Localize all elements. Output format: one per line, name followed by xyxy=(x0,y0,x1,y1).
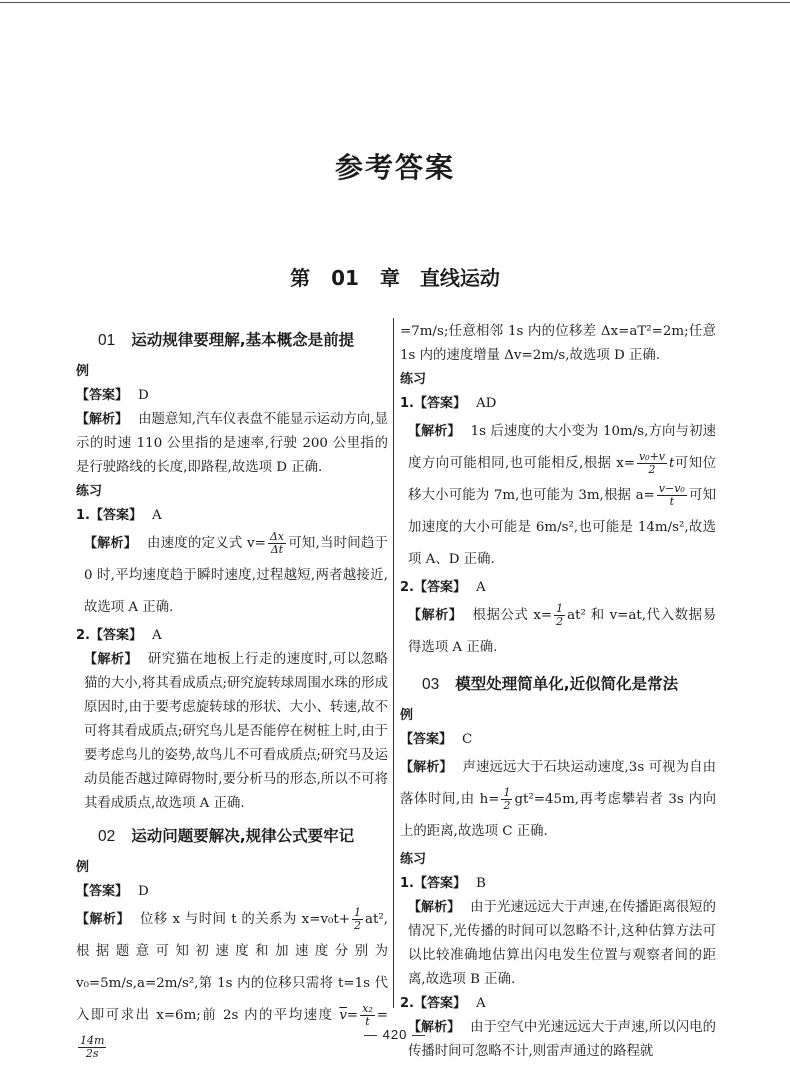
analysis-label: 【解析】 xyxy=(84,536,138,551)
practice-analysis xyxy=(400,416,716,576)
fraction-numerator: 1 xyxy=(503,786,511,799)
question-number: 2. xyxy=(76,628,90,643)
analysis-label: 【解析】 xyxy=(76,412,129,427)
section-number: 03 xyxy=(422,676,440,693)
analysis-text: 由速度的定义式 v= xyxy=(147,536,266,551)
practice-answer xyxy=(400,576,716,600)
fraction-denominator: 2s xyxy=(85,1047,99,1060)
analysis-text: 根据公式 x= xyxy=(472,608,553,623)
page-number: — 420 — xyxy=(364,1027,426,1042)
example-analysis xyxy=(400,752,716,848)
analysis-label: 【解析】 xyxy=(76,912,130,927)
analysis-text: 位移 x 与时间 t 的关系为 x=v₀t+ xyxy=(140,912,350,927)
example-answer xyxy=(76,384,388,408)
answer-label: 【答案】 xyxy=(413,876,466,891)
question-number: 1. xyxy=(400,396,414,411)
analysis-text: 由于空气中光速远远大于声速,所以闪电的传播时间可忽略不计,则雷声通过的路程就 xyxy=(408,1020,716,1059)
answer-value: AD xyxy=(476,396,497,411)
answer-label: 【答案】 xyxy=(400,732,453,747)
column-divider xyxy=(393,318,394,1008)
fraction-denominator: 2 xyxy=(648,463,656,476)
fraction xyxy=(501,787,512,812)
fraction-numerator: v₀+v xyxy=(638,450,666,463)
section-number: 01 xyxy=(98,332,116,349)
analysis-text: at², xyxy=(365,912,388,927)
answer-label: 【答案】 xyxy=(76,388,129,403)
example-label: 例 xyxy=(400,708,414,723)
answer-value: D xyxy=(138,388,149,403)
fraction xyxy=(352,907,363,932)
analysis-label: 【解析】 xyxy=(408,1020,461,1035)
fraction xyxy=(268,531,286,556)
answer-label: 【答案】 xyxy=(413,996,466,1011)
section-heading-02 xyxy=(76,816,388,856)
section-title: 运动规律要理解,基本概念是前提 xyxy=(131,331,355,349)
analysis-text: 研究猫在地板上行走的速度时,可以忽略猫的大小,将其看成质点;研究旋转球周围水珠的形成原因时,由于要考虑旋转球的形状、大小、转速,故不可将其看成质点;研究鸟儿是否能停在树桩上时,由于要考虑鸟儿的姿势,故鸟儿不可看成质点;研究马及运动员能否越过障碍物时,要分析马的形态,所以不可将其看成质点,故选项 A 正确. xyxy=(84,652,388,811)
practice-label: 练习 xyxy=(76,484,103,499)
chapter-title: 第 01 章 直线运动 xyxy=(290,266,500,290)
answer-label: 【答案】 xyxy=(413,396,466,411)
answer-label: 【答案】 xyxy=(89,628,142,643)
answer-value: C xyxy=(462,732,473,747)
fraction-numerator: x₂ xyxy=(362,1002,373,1015)
fraction-denominator: t xyxy=(669,495,675,508)
practice-answer xyxy=(400,992,716,1016)
answer-label: 【答案】 xyxy=(76,884,129,899)
fraction xyxy=(360,1003,375,1028)
fraction xyxy=(637,451,667,476)
answer-value: D xyxy=(138,884,149,899)
practice-label: 练习 xyxy=(400,372,427,387)
question-number: 1. xyxy=(76,508,90,523)
fraction-denominator: 2 xyxy=(556,615,564,628)
example-answer xyxy=(400,728,716,752)
practice-analysis xyxy=(400,600,716,664)
analysis-text: 可知,当时间趋于 0 时,平均速度趋于瞬时速度,过程越短,两者越接近,故选项 A 正确. xyxy=(84,536,388,615)
analysis-label: 【解析】 xyxy=(408,900,461,915)
analysis-text: 1s 后速度的大小变为 10m/s,方向与初速度方向可能相同,也可能相反,根据 x= xyxy=(408,424,716,471)
question-number: 1. xyxy=(400,876,414,891)
answer-value: B xyxy=(476,876,486,891)
analysis-label: 【解析】 xyxy=(400,760,453,775)
analysis-text: 可知加速度的大小可能是 6m/s²,也可能是 14m/s²,故选项 A、D 正确. xyxy=(408,488,716,567)
analysis-text: 声速远远大于石块运动速度,3s 可视为自由落体时间,由 h= xyxy=(400,760,716,807)
equals-sign: = xyxy=(376,1008,388,1023)
left-column xyxy=(76,320,388,1064)
analysis-label: 【解析】 xyxy=(408,424,461,439)
analysis-text: 由于光速远远大于声速,在传播距离很短的情况下,光传播的时间可以忽略不计,这种估算方法可以比较准确地估算出闪电发生位置与观察者间的距离,故选项 B 正确. xyxy=(408,900,716,987)
analysis-text: 可知位移大小可能为 7m,也可能为 3m,根据 a= xyxy=(408,456,716,503)
practice-analysis xyxy=(76,528,388,624)
practice-analysis xyxy=(76,648,388,816)
analysis-continuation: =7m/s;任意相邻 1s 内的位移差 Δx=aT²=2m;任意 1s 内的速度增量 Δv=2m/s,故选项 D 正确. xyxy=(400,324,716,363)
fraction-denominator: t xyxy=(365,1015,370,1028)
section-heading-01 xyxy=(76,320,388,360)
fraction-denominator: 2 xyxy=(503,799,511,812)
practice-answer xyxy=(76,504,388,528)
right-column xyxy=(400,320,716,1064)
fraction-numerator: 1 xyxy=(354,906,361,919)
fraction-numerator: v−v₀ xyxy=(658,482,685,495)
answer-value: A xyxy=(152,628,162,643)
question-number: 2. xyxy=(400,580,414,595)
section-title: 模型处理简单化,近似简化是常法 xyxy=(455,675,679,693)
example-answer xyxy=(76,880,388,904)
page-title: 参考答案 xyxy=(334,151,455,184)
analysis-label: 【解析】 xyxy=(408,608,463,623)
top-rule xyxy=(0,2,790,3)
answer-value: A xyxy=(476,580,486,595)
fraction xyxy=(657,483,687,508)
fraction-numerator: 1 xyxy=(556,602,564,615)
practice-analysis xyxy=(400,896,716,992)
example-label: 例 xyxy=(76,860,90,875)
fraction-numerator: Δx xyxy=(269,530,284,543)
equals-sign: = xyxy=(346,1008,359,1023)
analysis-text: t xyxy=(669,456,675,471)
example-label: 例 xyxy=(76,364,90,379)
analysis-text: at² 和 v=at,代入数据易得选项 A 正确. xyxy=(408,608,716,655)
fraction-denominator: Δt xyxy=(270,543,284,556)
analysis-text: 根据题意可知初速度和加速度分别为 v₀=5m/s,a=2m/s²,第 1s 内的位移只需将 t=1s 代入即可求出 x=6m;前 2s 内的平均速度 xyxy=(76,944,388,1023)
answer-label: 【答案】 xyxy=(89,508,142,523)
question-number: 2. xyxy=(400,996,414,1011)
fraction-denominator: 2 xyxy=(354,919,361,932)
example-analysis xyxy=(76,408,388,480)
practice-label: 练习 xyxy=(400,852,427,867)
average-velocity-symbol: $\overline{v}$ xyxy=(339,1008,347,1023)
analysis-label: 【解析】 xyxy=(84,652,138,667)
answer-value: A xyxy=(476,996,486,1011)
fraction-numerator: 14m xyxy=(80,1034,105,1047)
analysis-text: gt²=45m,再考虑攀岩者 3s 内向上的距离,故选项 C 正确. xyxy=(400,792,716,839)
fraction xyxy=(554,603,565,628)
answer-label: 【答案】 xyxy=(413,580,466,595)
section-heading-03 xyxy=(400,664,716,704)
answer-value: A xyxy=(152,508,162,523)
section-title: 运动问题要解决,规律公式要牢记 xyxy=(131,827,355,845)
analysis-text: 由题意知,汽车仪表盘不能显示运动方向,显示的时速 110 公里指的是速率,行驶 200 公里指的是行驶路线的长度,即路程,故选项 D 正确. xyxy=(76,412,388,475)
practice-answer xyxy=(400,872,716,896)
practice-answer xyxy=(76,624,388,648)
practice-answer xyxy=(400,392,716,416)
section-number: 02 xyxy=(98,828,116,845)
